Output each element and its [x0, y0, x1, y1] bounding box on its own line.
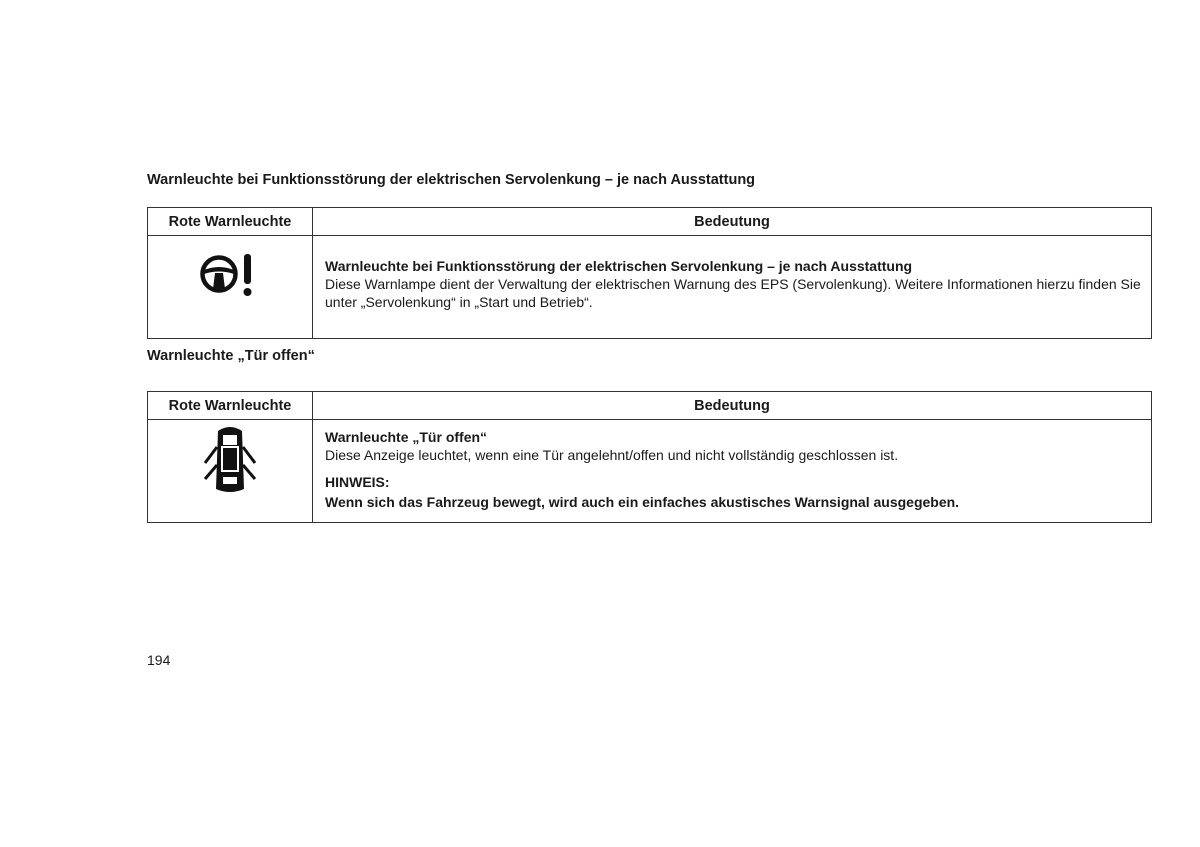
table-row	[148, 420, 1152, 523]
table-header-row	[148, 208, 1152, 236]
section-heading-power-steering: Warnleuchte bei Funktionsstörung der elektrischen Servolenkung – je nach Ausstattung	[147, 172, 756, 188]
note-text: Wenn sich das Fahrzeug bewegt, wird auch ein einfaches akustisches Warnsignal ausgegeben.	[325, 494, 960, 510]
warning-description: Diese Warnlampe dient der Verwaltung der elektrischen Warnung des EPS (Servolenkung). Weitere Informationen hierzu finden Sie unter „Servolenkung“ in „Start und Betrieb“.	[325, 276, 1141, 310]
page-number: 194	[147, 652, 171, 668]
column-header-warning-light: Rote Warnleuchte	[148, 208, 313, 236]
meaning-cell	[313, 236, 1152, 339]
column-header-meaning: Bedeutung	[313, 208, 1152, 236]
section-heading-door-open: Warnleuchte „Tür offen“	[147, 348, 315, 364]
warning-description: Diese Anzeige leuchtet, wenn eine Tür angelehnt/offen und nicht vollständig geschlossen ist.	[325, 447, 899, 463]
table-row	[148, 236, 1152, 339]
column-header-meaning: Bedeutung	[313, 392, 1152, 420]
warning-title: Warnleuchte „Tür offen“	[325, 429, 488, 445]
power-steering-warning-icon	[195, 252, 265, 300]
note-label: HINWEIS:	[325, 474, 390, 490]
door-open-icon	[200, 423, 260, 499]
meaning-cell	[313, 420, 1152, 523]
icon-cell	[148, 236, 313, 339]
icon-cell	[148, 420, 313, 523]
power-steering-warning-table	[147, 207, 1152, 339]
column-header-warning-light: Rote Warnleuchte	[148, 392, 313, 420]
table-header-row	[148, 392, 1152, 420]
warning-title: Warnleuchte bei Funktionsstörung der elektrischen Servolenkung – je nach Ausstattung	[325, 258, 913, 274]
door-open-warning-table	[147, 391, 1152, 523]
